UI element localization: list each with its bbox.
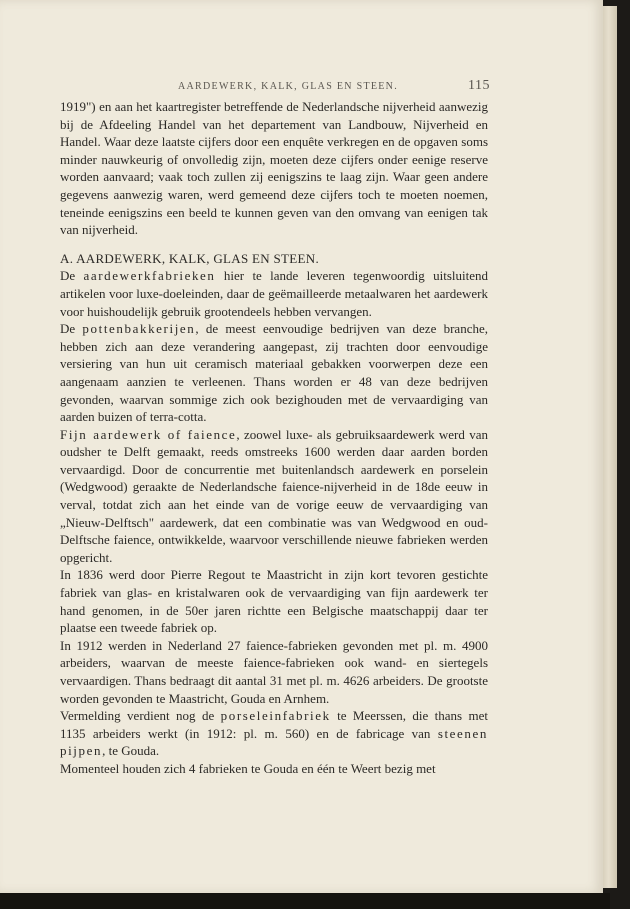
page-fore-edge	[603, 6, 617, 888]
spaced-term: aardewerkfabrieken	[83, 268, 216, 284]
paragraph-pottenbakkerijen: De pottenbakkerijen, de meest eenvoudige bedrijven van deze branche, hebben zich aan deze verandering aangepast, zij trachten door eenvoudige versiering van hun uit ceramisch materiaal gebakken voorwerpen deze een aangenaam aanzien te verleenen. Thans worden er 48 van deze bedrijven gevonden, waarvan sommige zich ook bezighouden met de vervaardiging van aarden buizen of terra-cotta.	[60, 321, 488, 425]
paragraph-aardewerkfabrieken: De aardewerkfabrieken hier te lande leveren tegenwoordig uitsluitend artikelen voor luxe-doeleinden, daar de geëmailleerde metaalwaren het aardewerk voor huishoudelijk gebruik grootendeels hebben vervangen.	[60, 268, 488, 319]
spaced-term: steenen pijpen	[60, 725, 488, 759]
spaced-term: pottenbakkerijen	[82, 321, 196, 337]
paragraph-continued: 1919") en aan het kaartregister betreffende de Nederlandsche nijverheid aanwezig bij de Afdeeling Handel van het departement van Landbouw, Nijverheid en Handel. Waar deze laatste cijfers door een enquête verkregen en de opgaven soms minder nauwkeurig of onvolledig zijn, moeten deze cijfers onder eenige reserve worden aanvaard; vaak toch zullen zij eenigszins te laag zijn. Waar geen andere gegevens aanwezig waren, werd gemeend deze cijfers toch te moeten noemen, teneinde eenigszins een beeld te kunnen geven van den omvang van eenigen tak van nijverheid.	[60, 99, 488, 238]
paragraph-momenteel: Momenteel houden zich 4 fabrieken te Gouda en één te Weert bezig met	[60, 760, 436, 776]
section-a-heading: A. AARDEWERK, KALK, GLAS EN STEEN.	[60, 250, 319, 266]
paragraph-regout: In 1836 werd door Pierre Regout te Maastricht in zijn kort tevoren gestichte fabriek van glas- en kristalwaren ook de vervaardiging van fijn aardewerk ter hand genomen, in de 50er jaren richtte een Belgische maatschappij daar ter plaatse een tweede fabriek op.	[60, 567, 488, 636]
body-text	[60, 98, 488, 778]
running-head-title: AARDEWERK, KALK, GLAS EN STEEN.	[178, 81, 399, 92]
spaced-term: porseleinfabriek	[220, 708, 331, 724]
page-number: 115	[468, 78, 490, 93]
paragraph-faience: Fijn aardewerk of faience, zoowel luxe- als gebruiksaardewerk werd van oudsher te Delft gemaakt, reeds omstreeks 1600 werden daar aarden borden vervaardigd. Door de concurrentie met buitenlandsch aardewerk en porselein (Wedgwood) geraakte de Nederlandsche faience-nijverheid in de 18de eeuw in verval, totdat zich aan het einde van de vorige eeuw de vervaardiging van „Nieuw-Delftsch" aardewerk, dat een combinatie was van Wedgwood en oud-Delftsche faience, ontwikkelde, waarvoor verschillende nieuwe fabrieken werden opgericht.	[60, 426, 488, 565]
bottom-shadow	[0, 893, 610, 909]
running-head	[60, 78, 490, 94]
spaced-term: Fijn aardewerk of faience	[60, 426, 237, 442]
paragraph-1912: In 1912 werden in Nederland 27 faience-fabrieken gevonden met pl. m. 4900 arbeiders, waarvan de meeste faience-fabrieken ook wand- en siertegels vervaardigen. Thans bedraagt dit aantal 31 met pl. m. 4626 arbeiders. De grootste worden gevonden te Maastricht, Gouda en Arnhem.	[60, 637, 488, 706]
paragraph-porselein: Vermelding verdient nog de porseleinfabriek te Meerssen, die thans met 1135 arbeiders werkt (in 1912: pl. m. 560) en de fabricage van steenen pijpen, te Gouda.	[60, 708, 488, 759]
